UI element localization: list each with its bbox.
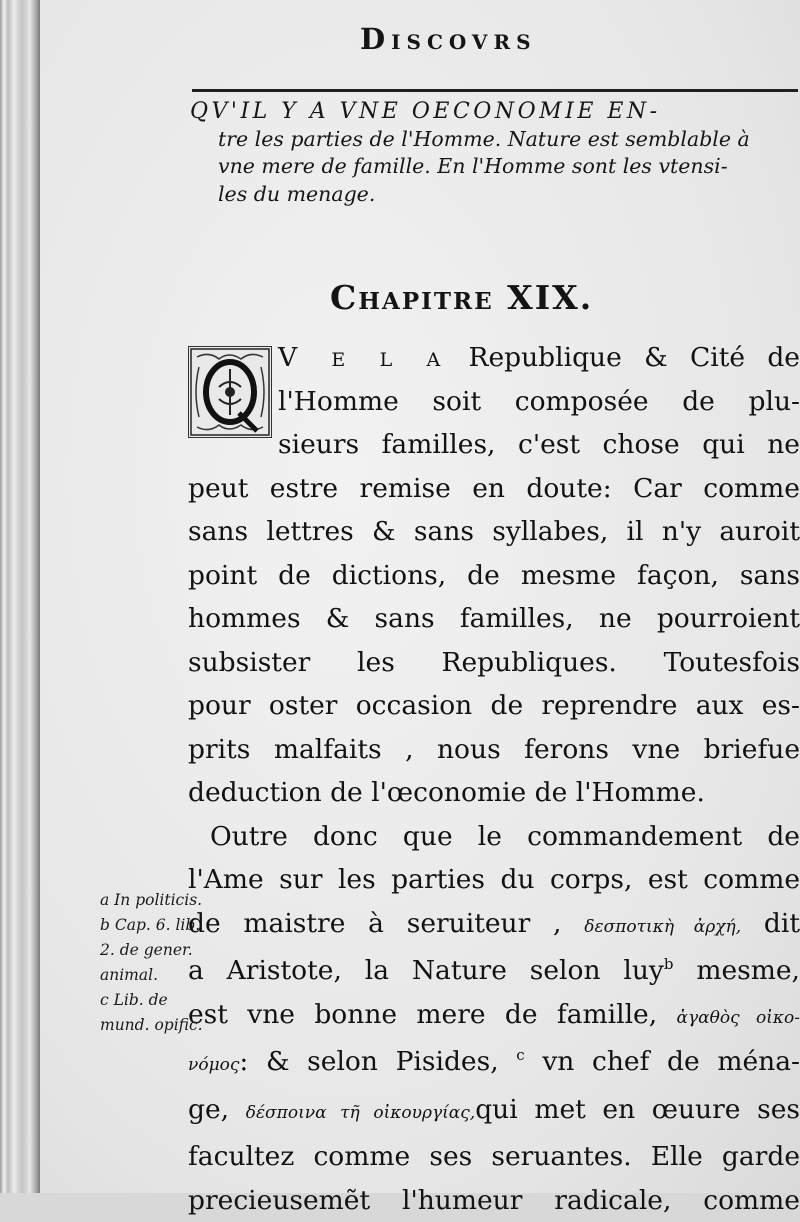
book-spine-edge xyxy=(0,0,40,1193)
greek-phrase: δεσποτικὴ ἀρχή, xyxy=(584,917,741,937)
text-line: pour oster occasion de reprendre aux es- xyxy=(188,684,800,728)
text-line: subsister les Republiques. Toutesfois xyxy=(188,641,800,685)
margin-note: mund. opific. xyxy=(100,1013,230,1038)
text-line: peut estre remise en doute: Car comme xyxy=(188,467,800,511)
running-head: Discovrs xyxy=(360,22,537,56)
text-line: Outre donc que le commandement de xyxy=(188,815,800,859)
margin-note: animal. xyxy=(100,963,230,988)
greek-phrase: ἀγαθὸς οἰκο- xyxy=(677,1008,800,1028)
text-line: prits malfaits , nous ferons vne briefue xyxy=(188,728,800,772)
main-text xyxy=(188,336,800,1222)
text-line: sans lettres & sans syllabes, il n'y auroit xyxy=(188,510,800,554)
chapter-summary xyxy=(190,98,800,208)
chapter-heading: Chapitre XIX. xyxy=(330,278,593,317)
text-line: deduction de l'œconomie de l'Homme. xyxy=(188,771,800,815)
text-line: a Aristote, la Nature selon luy$^b$ mesme, xyxy=(188,949,800,993)
footnote-marker: b xyxy=(664,955,674,973)
header-rule xyxy=(192,89,798,92)
summary-line-1: QV'IL Y A VNE OECONOMIE EN- xyxy=(190,99,661,124)
summary-line-3: vne mere de famille. En l'Homme sont les vtensi- xyxy=(190,153,800,181)
margin-note: 2. de gener. xyxy=(100,938,230,963)
summary-line-2: tre les parties de l'Homme. Nature est semblable à xyxy=(190,126,800,154)
greek-phrase: νόμος xyxy=(188,1055,239,1075)
text-line: l'Homme soit composée de plu- xyxy=(188,380,800,424)
footnote-marker: c xyxy=(516,1046,524,1064)
margin-note: a In politicis. xyxy=(100,888,230,913)
summary-line-4: les du menage. xyxy=(190,181,800,209)
text-line: V e l a Republique & Cité de xyxy=(188,336,800,380)
text-line: sieurs familles, c'est chose qui ne xyxy=(188,423,800,467)
text-line: ge, δέσποινα τῆ οἰκουργίας,qui met en œuure ses xyxy=(188,1088,800,1136)
book-page xyxy=(40,0,800,1193)
text-line: hommes & sans familles, ne pourroient xyxy=(188,597,800,641)
text-line: precieusemẽt l'humeur radicale, comme xyxy=(188,1179,800,1222)
margin-note: c Lib. de xyxy=(100,988,230,1013)
text-line: facultez comme ses seruantes. Elle garde xyxy=(188,1135,800,1179)
greek-phrase: δέσποινα τῆ οἰκουργίας, xyxy=(246,1103,476,1123)
text-line: point de dictions, de mesme façon, sans xyxy=(188,554,800,598)
text-line: νόμος: & selon Pisides, $^c$ vn chef de ména- xyxy=(188,1040,800,1088)
margin-notes xyxy=(100,888,230,1038)
text-line: l'Ame sur les parties du corps, est comme xyxy=(188,858,800,902)
text-line: de maistre à seruiteur , δεσποτικὴ ἀρχή, dit xyxy=(188,902,800,950)
margin-note: b Cap. 6. lib. xyxy=(100,913,230,938)
text-line: est vne bonne mere de famille, ἀγαθὸς οἰκο- xyxy=(188,993,800,1041)
